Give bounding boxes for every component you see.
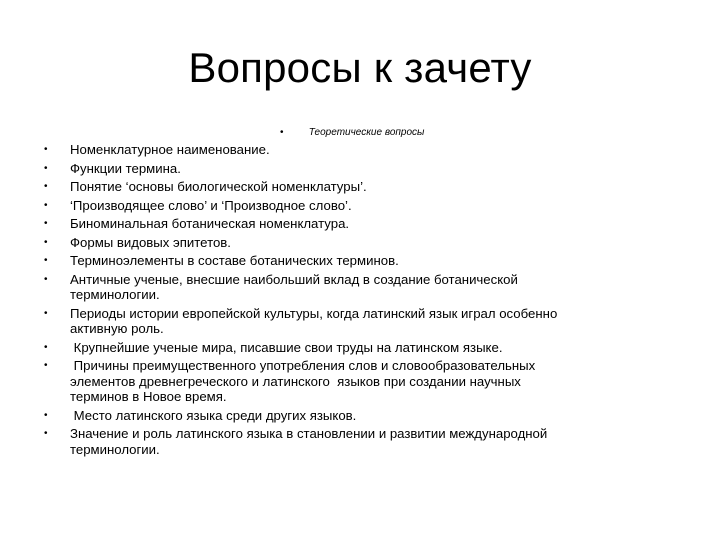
subtitle-row	[280, 126, 424, 140]
bullet: •	[44, 273, 48, 285]
list-item-text: Номенклатурное наименование.	[70, 142, 270, 157]
list-item-text: Формы видовых эпитетов.	[70, 234, 231, 250]
bullet: •	[44, 181, 48, 192]
list-item-text: ‘Производящее слово’ и ‘Производное слово’.	[70, 197, 352, 213]
list-item-text: Крупнейшие ученые мира, писавшие свои труды на латинском языке.	[70, 339, 503, 355]
bullet: •	[44, 199, 48, 211]
bullet: •	[44, 409, 48, 421]
bullet: •	[44, 162, 48, 174]
list-item-text: Биноминальная ботаническая номенклатура.	[70, 216, 350, 231]
list-item	[44, 306, 684, 337]
subtitle-text: Теоретические вопросы	[308, 127, 425, 138]
questions-list	[44, 142, 684, 460]
list-item	[44, 426, 684, 457]
list-item	[44, 235, 684, 251]
list-item	[44, 408, 684, 424]
list-item	[44, 340, 684, 356]
list-item	[44, 198, 684, 214]
list-item-text: Периоды истории европейской культуры, когда латинский язык играл особенно активную роль.	[70, 305, 558, 336]
bullet: •	[44, 236, 48, 248]
bullet: •	[44, 360, 48, 371]
list-item-text: Терминоэлементы в составе ботанических терминов.	[70, 253, 399, 268]
list-item-text: Понятие ‘основы биологической номенклатуры’.	[70, 179, 367, 194]
list-item	[44, 179, 684, 195]
bullet: •	[44, 144, 48, 155]
list-item	[44, 142, 684, 158]
bullet: •	[44, 307, 48, 319]
list-item	[44, 272, 684, 303]
bullet: •	[44, 218, 48, 229]
slide-title: Вопросы к зачету	[188, 44, 532, 91]
subtitle-bullet: •	[280, 127, 284, 138]
list-item	[44, 358, 684, 405]
list-item-text: Причины преимущественного употребления слов и словообразовательных элементов древнегреческого и латинского языков при создании научных терминов в Новое время.	[70, 358, 536, 404]
bullet: •	[44, 428, 48, 439]
list-item	[44, 216, 684, 232]
list-item	[44, 253, 684, 269]
list-item-text: Функции термина.	[70, 160, 181, 176]
bullet: •	[44, 341, 48, 353]
bullet: •	[44, 255, 48, 266]
list-item	[44, 161, 684, 177]
list-item-text: Античные ученые, внесшие наибольший вклад в создание ботанической терминологии.	[70, 271, 518, 302]
list-item-text: Место латинского языка среди других языков.	[70, 407, 357, 423]
list-item-text: Значение и роль латинского языка в становлении и развитии международной терминологии.	[70, 426, 548, 457]
